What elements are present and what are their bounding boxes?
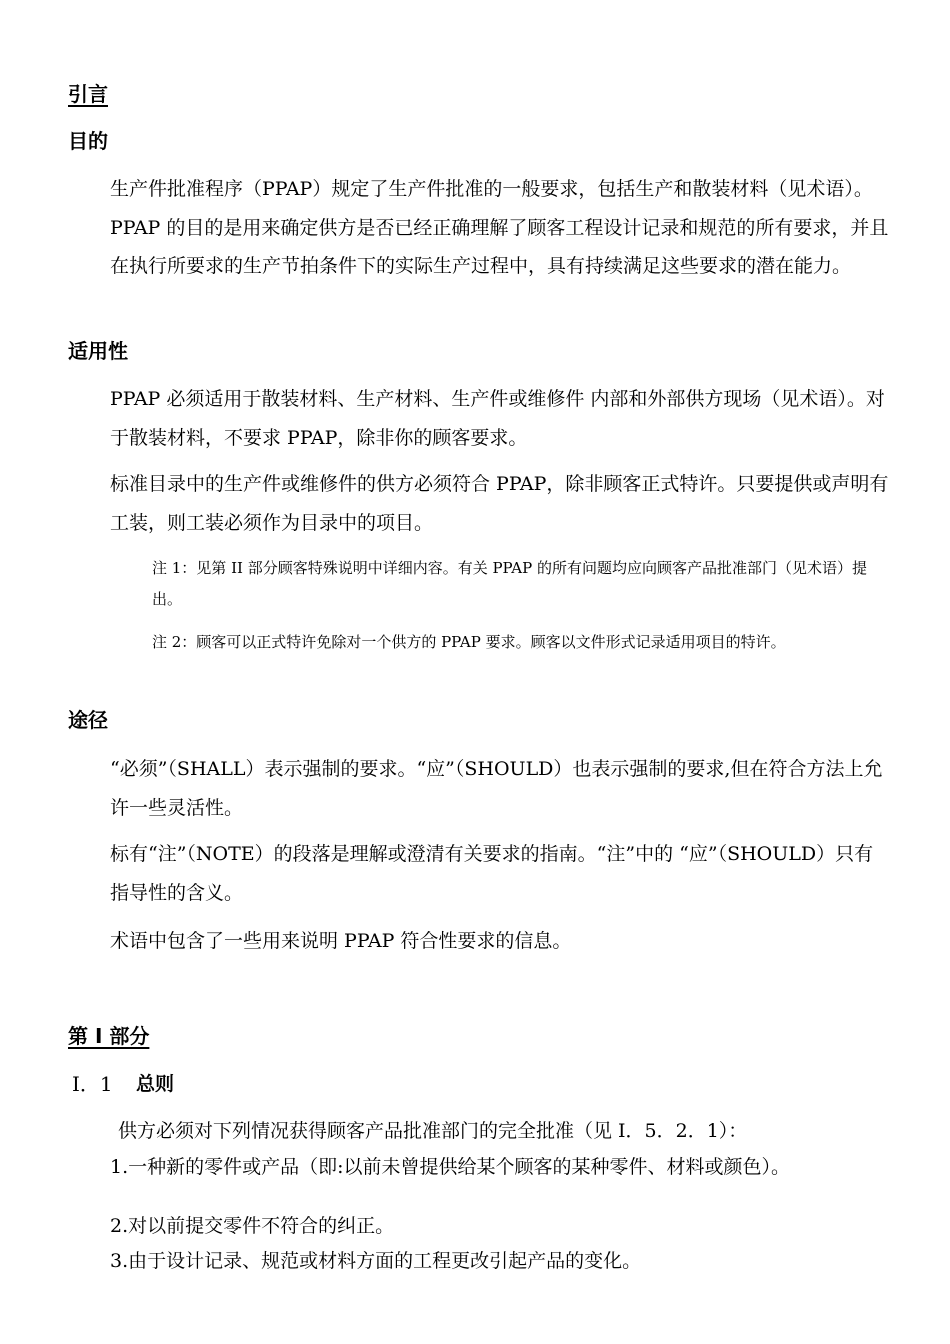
list-item: 1.一种新的零件或产品（即:以前未曾提供给某个顾客的某种零件、材料或颜色）。 (110, 1156, 791, 1178)
approach-paragraph-3: 术语中包含了一些用来说明 PPAP 符合性要求的信息。 (110, 930, 572, 952)
approach-heading: 途径 (68, 708, 108, 732)
applicability-heading: 适用性 (68, 339, 128, 363)
intro-title: 引言 (68, 82, 108, 106)
purpose-paragraph: 生产件批准程序（PPAP）规定了生产件批准的一般要求，包括生产和散装材料（见术语）。PPAP 的目的是用来确定供方是否已经正确理解了顾客工程设计记录和规范的所有要求，并且在执行所要求的生产节拍条件下的实际生产过程中，具有持续满足这些要求的潜在能力。 (110, 178, 889, 277)
section-number: I．1 (72, 1072, 113, 1096)
list-item: 2.对以前提交零件不符合的纠正。 (110, 1215, 395, 1237)
part1-title: 第 I 部分 (68, 1024, 150, 1048)
applicability-paragraph-1: PPAP 必须适用于散装材料、生产材料、生产件或维修件 内部和外部供方现场（见术语）。对于散装材料，不要求 PPAP，除非你的顾客要求。 (110, 388, 885, 449)
approach-paragraph-2: 标有“注”（NOTE）的段落是理解或澄清有关要求的指南。“注”中的 “应”（SHOULD）只有指导性的含义。 (110, 843, 874, 904)
applicability-note-1: 注 1：见第 II 部分顾客特殊说明中详细内容。有关 PPAP 的所有问题均应向顾客产品批准部门（见术语）提出。 (152, 559, 867, 608)
approach-paragraph-1: “必须”（SHALL）表示强制的要求。“应”（SHOULD）也表示强制的要求,但在符合方法上允许一些灵活性。 (110, 758, 883, 819)
list-item: 3.由于设计记录、规范或材料方面的工程更改引起产品的变化。 (110, 1250, 642, 1272)
applicability-note-2: 注 2：顾客可以正式特许免除对一个供方的 PPAP 要求。顾客以文件形式记录适用项目的特许。 (152, 633, 786, 651)
section-lead: 供方必须对下列情况获得顾客产品批准部门的完全批准（见 I．5．2．1）： (118, 1120, 748, 1142)
applicability-paragraph-2: 标准目录中的生产件或维修件的供方必须符合 PPAP，除非顾客正式特许。只要提供或声明有工装，则工装必须作为目录中的项目。 (110, 473, 889, 534)
section-title: 总则 (136, 1073, 175, 1095)
purpose-heading: 目的 (68, 129, 108, 153)
